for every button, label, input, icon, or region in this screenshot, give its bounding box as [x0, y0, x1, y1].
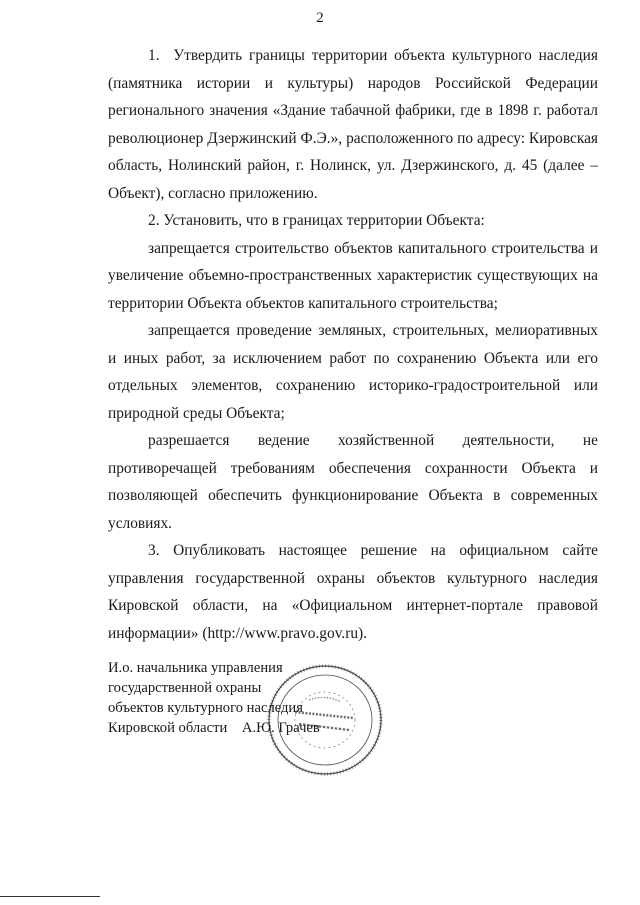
document-body [108, 42, 598, 647]
page-number: 2 [316, 10, 324, 26]
signature-position-line-3: объектов культурного наследия [108, 700, 303, 716]
footer-rule [0, 896, 100, 897]
signature-position-line-2: государственной охраны [108, 680, 262, 696]
paragraph-construction-ban: запрещается строительство объектов капитального строительства и увеличение объемно-пространственных характеристик существующих на территории Объекта объектов капитального строительства; [108, 239, 598, 312]
signature-name-line: Кировской области А.Ю. Грачев [108, 720, 320, 736]
paragraph-works-ban: запрещается проведение земляных, строительных, мелиоративных и иных работ, за исключением работ по сохранению Объекта или его отдельных элементов, сохранению историко-градостроительной или природной среды Объекта; [108, 322, 598, 422]
paragraph-approve-boundaries: 1. Утвердить границы территории объекта культурного наследия (памятника истории и культуры) народов Российской Федерации регионального значения «Здание табачной фабрики, где в 1898 г. работал революционер Дзержинский Ф.Э.», расположенного по адресу: Кировская область, Нолинский район, г. Нолинск, ул. Дзержинского, д. 45 (далее – Объект), согласно приложению. [108, 47, 598, 202]
official-seal-icon [265, 660, 385, 780]
signature-position-line-1: И.о. начальника управления [108, 660, 283, 676]
paragraph-publish: 3. Опубликовать настоящее решение на официальном сайте управления государственной охраны объектов культурного наследия Кировской области, на «Официальном интернет-портале правовой информации» (http://www.pravo.gov.ru). [108, 542, 598, 642]
paragraph-establish: 2. Установить, что в границах территории Объекта: [148, 212, 485, 229]
paragraph-allowed-activity: разрешается ведение хозяйственной деятельности, не противоречащей требованиям обеспечения сохранности Объекта и позволяющей обеспечить функционирование Объекта в современных условиях. [108, 432, 598, 532]
